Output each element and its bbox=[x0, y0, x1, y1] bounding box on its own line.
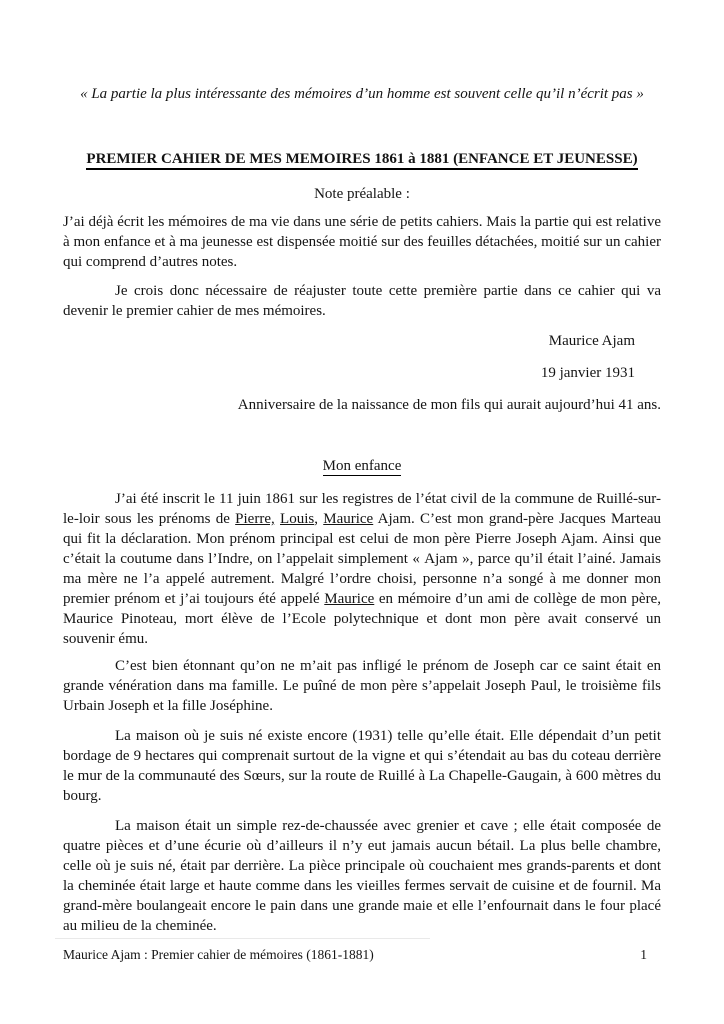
paragraph-intro-2: Je crois donc nécessaire de réajuster toute cette première partie dans ce cahier qui va devenir le premier cahier de mes mémoires. bbox=[63, 283, 661, 319]
signature-date: 19 janvier 1931 bbox=[540, 365, 635, 381]
paragraph-intro-1: J’ai déjà écrit les mémoires de ma vie dans une série de petits cahiers. Mais la partie qui est relative à mon enfance et à ma jeunesse est dispensée moitié sur des feuilles détachées, moitié sur un cahier qui comprend d’autres notes. bbox=[63, 214, 661, 270]
text-run: Ajam. C’est mon grand-père Jacques Marteau qui fit la déclaration. Mon prénom principal est celui de mon père Pierre Joseph Ajam. Ainsi que c’était la coutume dans l’Indre, on l’appelait simplement « Ajam », parce qu’il était l’ainé. Jamais ma mère ne l’a appelé autrement. Malgré l’ordre choisi, personne n’a songé à me donner mon premier prénom et j’ai toujours été appelé bbox=[63, 511, 662, 607]
section-heading-text: Mon enfance bbox=[322, 458, 402, 474]
page-number: 1 bbox=[640, 947, 647, 962]
text-run: J’ai été inscrit le 11 juin 1861 sur les registres de l’état civil de la commune de Ruillé-sur-le-loir sous les prénoms de bbox=[63, 491, 661, 527]
paragraph-body-4 bbox=[63, 816, 661, 936]
underlined-text: Maurice bbox=[324, 591, 375, 607]
footer-running-title: Maurice Ajam : Premier cahier de mémoires (1861-1881) bbox=[63, 947, 374, 962]
paragraph-body-3 bbox=[63, 726, 661, 806]
epigraph: « La partie la plus intéressante des mémoires d’un homme est souvent celle qu’il n’écrit pas » bbox=[80, 86, 644, 102]
page-footer bbox=[63, 946, 661, 964]
text-run: La maison où je suis né existe encore (1931) telle qu’elle était. Elle dépendait d’un petit bordage de 9 hectares qui comprenait surtout de la vigne et qui s’étendait au bas du coteau derrière le mur de la communauté des Sœurs, sur la route de Ruillé à La Chapelle-Gaugain, à 600 mètres du bourg. bbox=[63, 728, 661, 804]
underlined-text: Maurice bbox=[323, 511, 374, 527]
signature-name: Maurice Ajam bbox=[548, 333, 635, 349]
underlined-text: Pierre, bbox=[235, 511, 275, 527]
text-run: C’est bien étonnant qu’on ne m’ait pas infligé le prénom de Joseph car ce saint était en grande vénération dans ma famille. Le puîné de mon père s’appelait Joseph Paul, le troisième fils Urbain Joseph et la fille Joséphine. bbox=[63, 658, 661, 714]
document-title-text: PREMIER CAHIER DE MES MEMOIRES 1861 à 1881 (ENFANCE ET JEUNESSE) bbox=[86, 151, 637, 170]
footer-rule bbox=[55, 938, 430, 939]
text-run: La maison était un simple rez-de-chaussée avec grenier et cave ; elle était composée de quatre pièces et d’une écurie où d’ailleurs il n’y eut jamais aucun bétail. La plus belle chambre, celle où je suis né, était par derrière. La pièce principale où couchaient mes grands-parents et dont la cheminée était large et haute comme dans les vieilles fermes servait de cuisine et de fournil. Ma grand-mère boulangeait encore le pain dans une grande maie et elle l’enfournait dans le four placé au milieu de la cheminée. bbox=[63, 818, 661, 934]
signature-anniversary: Anniversaire de la naissance de mon fils qui aurait aujourd’hui 41 ans. bbox=[237, 397, 661, 413]
paragraph-body-2 bbox=[63, 656, 661, 716]
note-heading: Note préalable : bbox=[314, 186, 410, 202]
text-run: , bbox=[314, 511, 324, 527]
document-title bbox=[63, 148, 661, 170]
underlined-text: Louis bbox=[280, 511, 315, 527]
paragraph-body-1 bbox=[63, 489, 661, 649]
text-run: en mémoire d’un ami de collège de mon père, Maurice Pinoteau, mort élève de l’Ecole polytechnique et dont mon père avait conservé un souvenir ému. bbox=[63, 591, 661, 647]
section-heading bbox=[63, 456, 661, 476]
